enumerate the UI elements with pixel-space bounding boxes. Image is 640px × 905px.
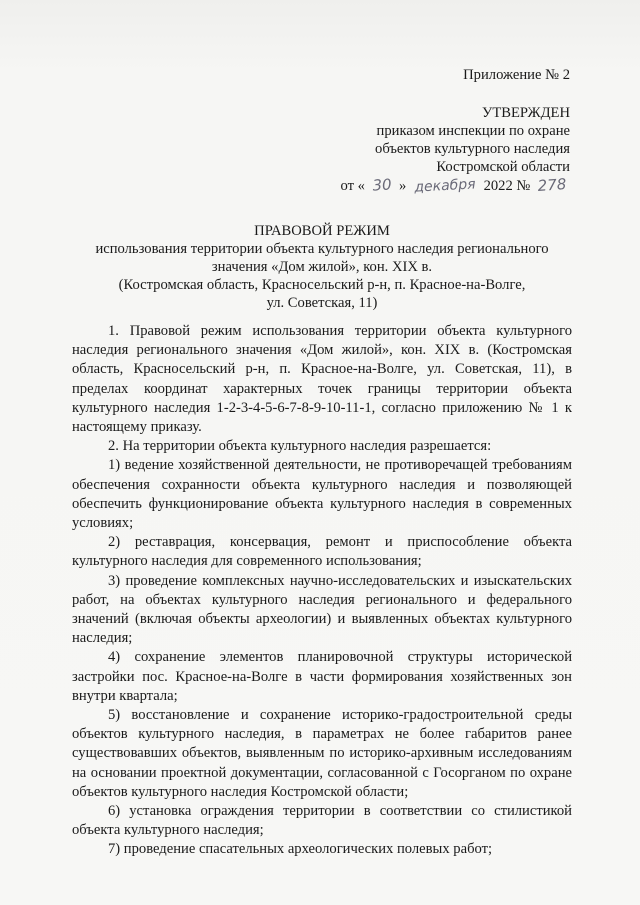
handwritten-day: 30	[371, 175, 393, 195]
handwritten-order-number: 278	[537, 175, 567, 195]
title-line-4: ул. Советская, 11)	[266, 295, 378, 311]
date-prefix: от «	[340, 178, 365, 194]
document-title	[72, 222, 572, 312]
list-item-2: 2) реставрация, консервация, ремонт и приспособление объекта культурного наследия для современного использования;	[72, 534, 572, 570]
order-line-2: объектов культурного наследия	[375, 141, 570, 157]
handwritten-month: декабря	[413, 176, 476, 196]
list-item-7: 7) проведение спасательных археологических полевых работ;	[108, 841, 493, 858]
approval-block	[341, 104, 570, 195]
date-mid: »	[398, 178, 407, 194]
order-date-line	[341, 176, 570, 195]
approved-label: УТВЕРЖДЕН	[482, 105, 570, 121]
title-line-3: (Костромская область, Красносельский р-н, п. Красное-на-Волге,	[118, 277, 526, 293]
order-line-1: приказом инспекции по охране	[376, 123, 570, 139]
title-heading: ПРАВОВОЙ РЕЖИМ	[254, 223, 390, 239]
order-line-3: Костромской области	[436, 159, 570, 175]
paragraph-1: 1. Правовой режим использования территории объекта культурного наследия регионального значения «Дом жилой», кон. XIX в. (Костромская область, Красносельский р-н, п. Красное-на-Волге, ул. Советская, 11), в пределах координат характерных точек границы территории объекта культурного наследия 1-2-3-4-5-6-7-8-9-10-11-1, согласно приложению № 1 к настоящему приказу.	[72, 323, 572, 436]
list-item-4: 4) сохранение элементов планировочной структуры исторической застройки пос. Красное-на-Волге в части формирования хозяйственных зон внутри квартала;	[72, 649, 572, 704]
list-item-6: 6) установка ограждения территории в соответствии со стилистикой объекта культурного наследия;	[72, 803, 572, 839]
title-line-2: значения «Дом жилой», кон. XIX в.	[211, 259, 433, 275]
list-item-1: 1) ведение хозяйственной деятельности, не противоречащей требованиям обеспечения сохранности объекта культурного наследия и позволяющей обеспечить функционирование объекта культурного наследия в современных условиях;	[72, 457, 572, 532]
date-year: 2022 №	[483, 178, 531, 194]
paragraph-2: 2. На территории объекта культурного наследия разрешается:	[108, 438, 492, 455]
appendix-label: Приложение № 2	[463, 67, 570, 83]
document-body	[72, 322, 572, 860]
list-item-3: 3) проведение комплексных научно-исследовательских и изыскательских работ, на объектах культурного наследия регионального и федерального значений (включая объекты археологии) и выявленных объектах культурного наследия;	[72, 572, 572, 647]
title-line-1: использования территории объекта культурного наследия регионального	[95, 241, 549, 257]
list-item-5: 5) восстановление и сохранение историко-градостроительной среды объектов культурного наследия, в параметрах не более габаритов ранее существовавших объектов, выявленным по историко-архивным исследованиям на основании проектной документации, согласованной с Госорганом по охране объектов культурного наследия Костромской области;	[72, 707, 572, 800]
